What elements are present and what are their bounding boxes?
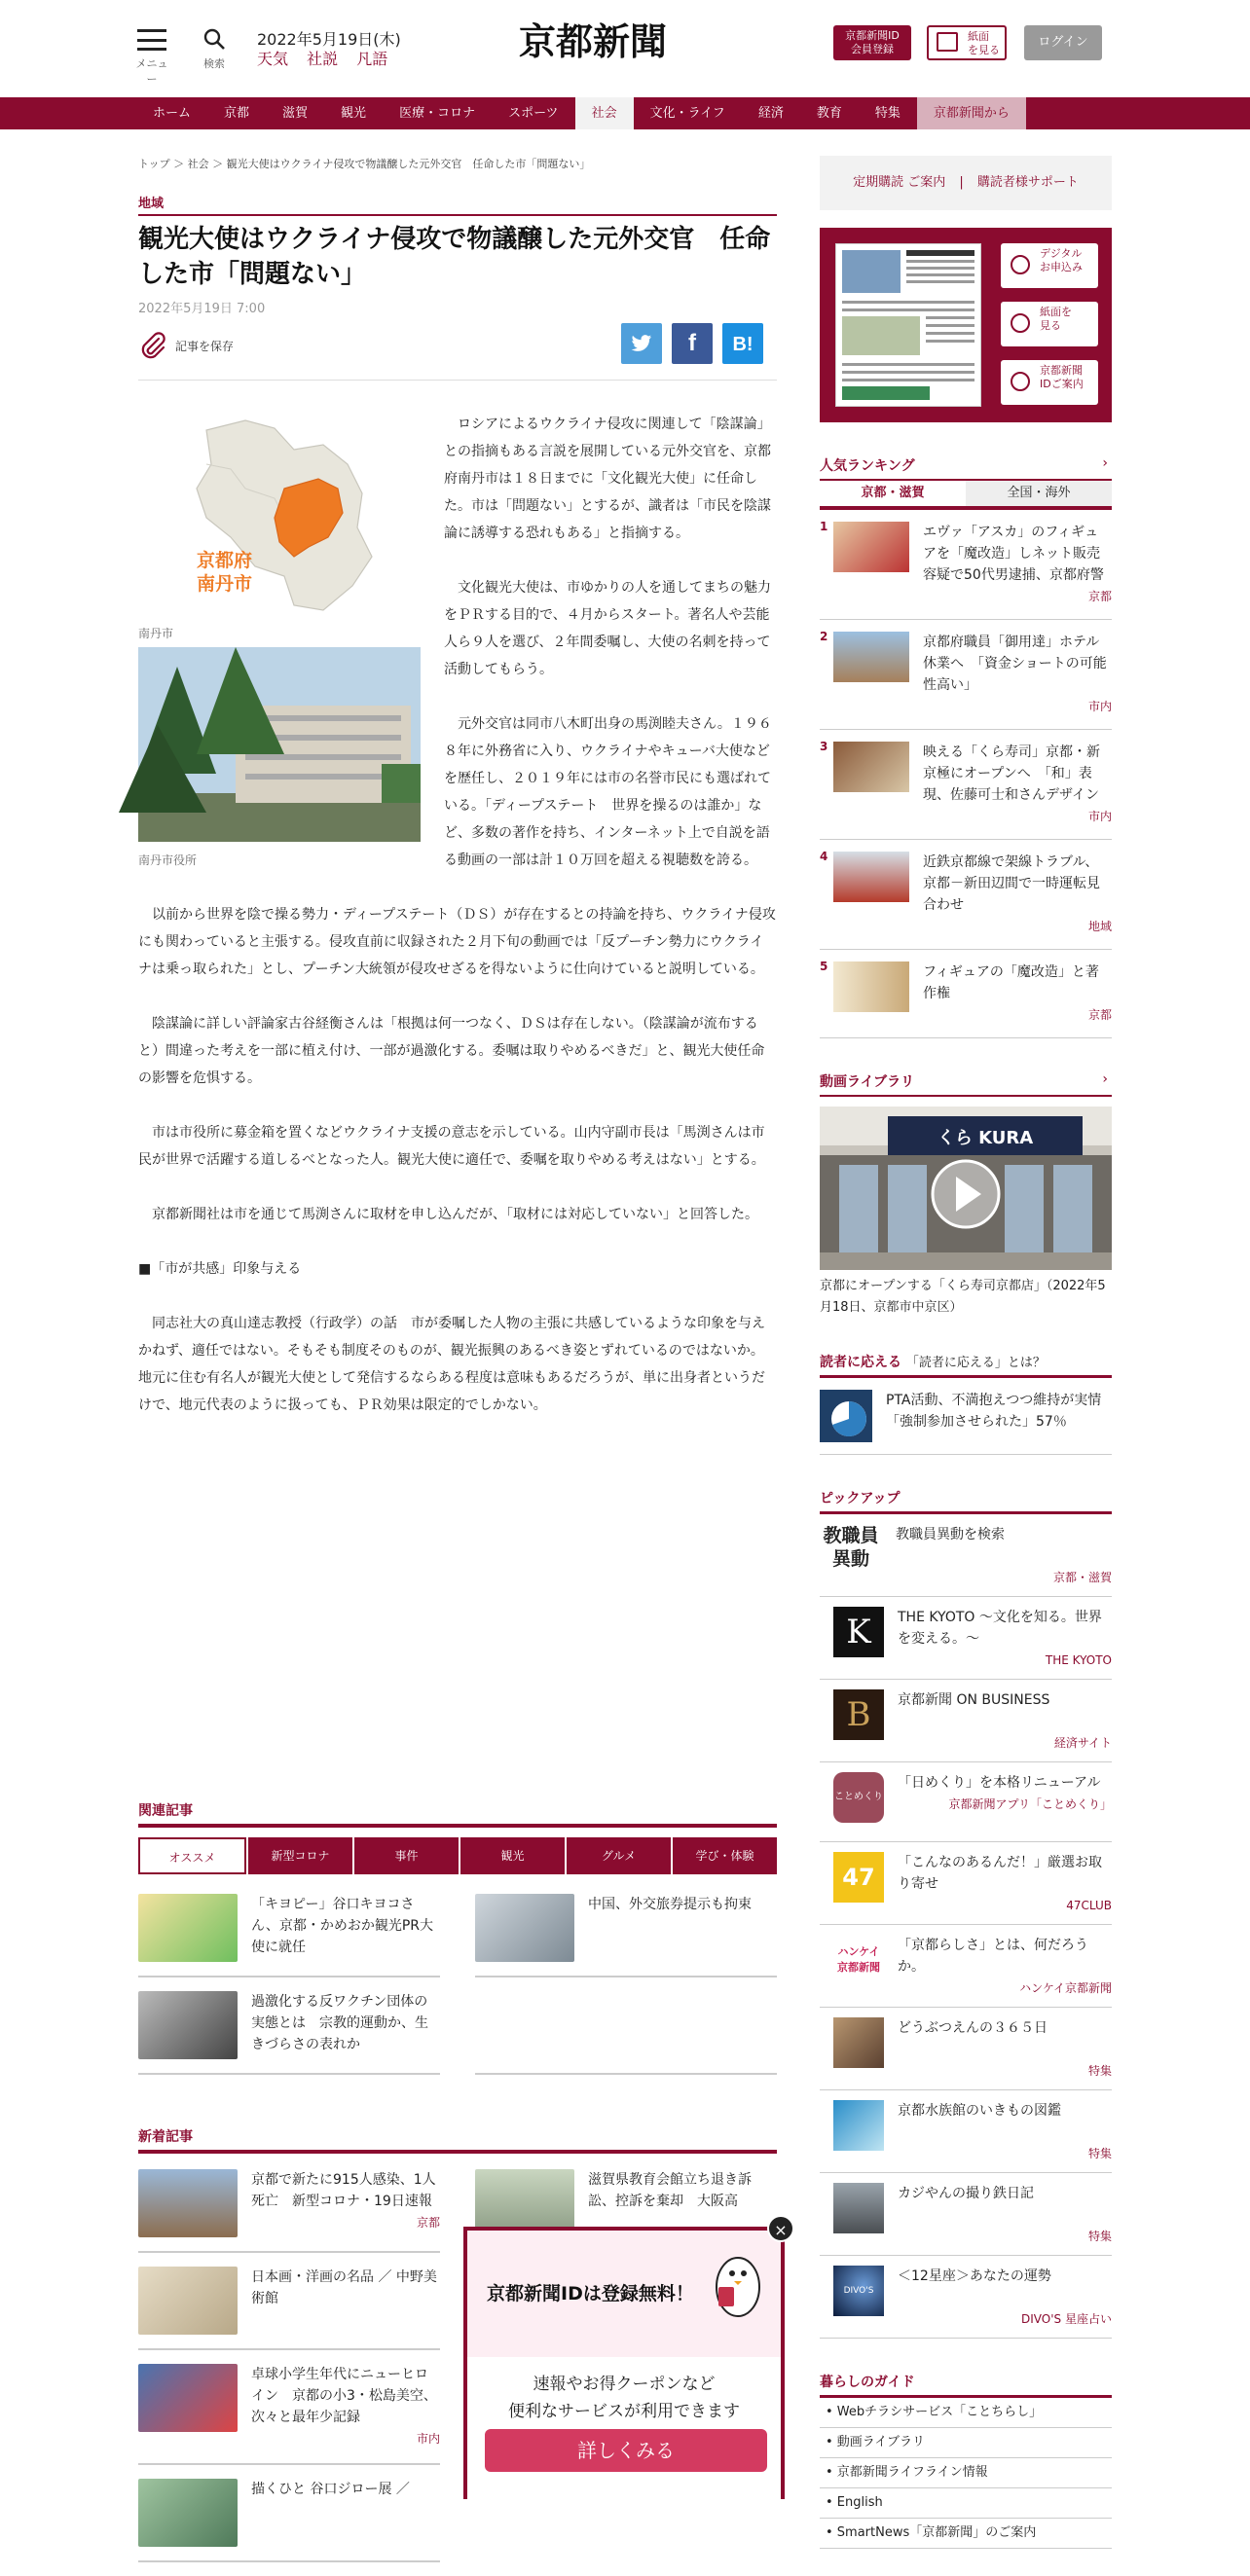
pickup-text: 京都新聞 ON BUSINESS [898,1692,1050,1708]
pickup-text: カジやんの撮り鉄日記 [898,2186,1034,2201]
pickup-thumbnail: K [833,1607,884,1657]
logo-text: 京都新聞 [518,19,668,63]
view-paper-line2: を見る [968,44,1000,56]
id-guide-line2: IDご案内 [1040,378,1084,390]
nav-item-society[interactable]: 社会 [575,97,634,129]
nav-item-shiga[interactable]: 滋賀 [282,106,309,121]
article-body [138,411,777,1446]
pickup-section [820,1488,1112,2339]
latest-item[interactable] [138,2267,440,2350]
paperclip-icon [138,331,167,360]
twitter-share-button[interactable] [621,323,662,364]
related-title: 関連記事 [138,1800,777,1828]
ranking-thumbnail [833,742,909,792]
site-logo[interactable] [491,18,695,66]
tab-covid[interactable]: 新型コロナ [248,1837,352,1874]
article [138,156,777,1413]
latest-thumbnail [138,2364,238,2432]
pickup-item[interactable] [820,1680,1112,1762]
rank-number: 5 [820,960,828,973]
pickup-item[interactable] [820,2173,1112,2256]
nav-item-economy[interactable]: 経済 [757,106,784,121]
ranking-title: 人気ランキング [820,458,915,474]
popup-body [467,2371,781,2425]
tab-national-overseas[interactable]: 全国・海外 [966,481,1112,506]
nav-item-tourism[interactable]: 観光 [341,106,367,121]
registration-popup [463,2227,785,2499]
rank-number: 2 [820,630,828,643]
article-paragraph: 以前から世界を陰で操る勢力・ディープステート（ＤＳ）が存在するとの持論を持ち、ウクライナ侵攻にも関わっていると主張する。侵攻直前に収録された２月下旬の動画では「反プーチン勢力にウクライナは乗っ取られた」とし、プーチン大統領が侵攻せざるを得ないように仕向けていると説明している。 [138,907,776,977]
pickup-item[interactable] [820,1925,1112,2008]
tab-gourmet[interactable]: グルメ [567,1837,671,1874]
weather-link[interactable]: 天気 [257,50,289,68]
chevron-right-icon[interactable]: › [1102,455,1108,471]
pickup-tag: 京都新聞アプリ「ことめくり」 [948,1797,1112,1811]
article-paragraph: 文化観光大使は、市ゆかりの人を通してまちの魅力をＰＲする目的で、４月からスタート。著名人や芸能人ら９人を選び、２年間委嘱し、大使の名刺を持って活動してもらう。 [444,580,771,677]
epaper-line1: 紙面を [1040,306,1072,318]
pickup-text: THE KYOTO ～文化を知る。世界を変える。～ [898,1610,1102,1647]
save-article-button[interactable] [138,331,234,360]
search-button[interactable] [195,25,234,74]
reader-item[interactable] [820,1378,1116,1455]
tab-learning[interactable]: 学び・体験 [673,1837,777,1874]
article-paragraph: ロシアによるウクライナ侵攻に関連して「陰謀論」との指摘もある言説を展開している元外交官を、京都府南丹市は１８日までに「文化観光大使」に任命した。市は「問題ない」とするが、識者は「市民を陰謀論に誘導する恐れもある」と指摘する。 [444,417,771,541]
ranking-item[interactable] [820,730,1112,840]
pickup-tag: 47CLUB [1066,1899,1112,1912]
map-label-city: 南丹市 [197,573,253,595]
digital-icon [1011,255,1030,274]
pickup-thumbnail [833,2017,884,2068]
article-subheading: ■「市が共感」印象与える [138,1261,302,1277]
pickup-thumbnail: ことめくり [833,1772,884,1823]
latest-item-text: 日本画・洋画の名品 ／ 中野美術館 [251,2269,437,2306]
pickup-text: 「日めくり」を本格リニューアル [898,1775,1101,1791]
video-library [820,1071,1112,1319]
pickup-thumbnail: 47 [833,1852,884,1903]
login-button[interactable]: ログイン [1024,25,1102,60]
latest-thumbnail [138,2267,238,2335]
latest-item-text: 滋賀県教育会館立ち退き訴訟、控訴を棄却 大阪高 [588,2172,752,2209]
video-sign-text: くら KURA [937,1128,1034,1148]
related-item-text: 「キヨピー」谷口キヨコさん、京都・かめおか観光PR大使に就任 [251,1897,434,1955]
related-articles [138,1800,777,2088]
article-headline: 観光大使はウクライナ侵攻で物議醸した元外交官 任命した市「問題ない」 [138,225,771,289]
article-paragraph: 市は市役所に募金箱を置くなどウクライナ支援の意志を示している。山内守副市長は「馬渕さんは市民が世界で活躍する道しるべとなった人。観光大使に適任で、委嘱を取りやめる考えはない」とする。 [138,1125,765,1168]
article-paragraph: 同志社大の真山達志教授（行政学）の話 市が委嘱した人物の主張に共感しているような印象を与えかねず、適任ではない。そもそも制度そのものが、観光振興のあるべき姿とずれているのではないか。地元に住む有名人が観光大使として発信するならある程度は意味もあるだろうが、単に出身者というだけで、地元代表のように扱っても、ＰＲ効果は限定的でしかない。 [138,1316,765,1413]
breadcrumb[interactable]: トップ ＞ 社会 ＞ 観光大使はウクライナ侵攻で物議醸した元外交官 任命した市「問題ない」 [138,158,591,170]
id-guide-line1: 京都新聞 [1040,364,1083,377]
tab-recommended[interactable]: オススメ [138,1837,246,1874]
article-date: 2022年5月19日 7:00 [138,302,266,316]
ranking-text: エヴァ「アスカ」のフィギュアを「魔改造」しネット販売 容疑で50代男逮捕、京都府警 [923,525,1114,583]
latest-item-text: 卓球小学生年代にニューヒロイン 京都の小3・松島美空、次々と最年少記録 [251,2367,437,2425]
pickup-text: どうぶつえんの３６５日 [898,2020,1048,2036]
ranking-thumbnail [833,961,909,1012]
nav-item-features[interactable]: 特集 [874,106,901,121]
pickup-item[interactable] [820,1842,1112,1925]
view-epaper-button[interactable] [1001,302,1098,346]
ranking-item[interactable] [820,840,1112,950]
ranking-text: 映える「くら寿司」京都・新京極にオープンへ 「和」表現、佐藤可士和さんデザイン [923,744,1100,803]
nav-item-from-kyoto-np[interactable]: 京都新聞から [917,97,1026,129]
search-icon [202,27,226,51]
reader-title: 読者に応える [820,1355,901,1370]
close-icon[interactable]: × [767,2215,794,2242]
pickup-item[interactable] [820,2256,1112,2339]
reader-about-link[interactable]: 「読者に応える」とは？ [905,1356,1046,1370]
latest-thumbnail [138,2169,238,2237]
pickup-item[interactable] [820,1762,1112,1842]
ranking-tag: 京都 [1087,1008,1112,1022]
guide-link[interactable]: • 京都新聞ライフライン情報 [820,2458,1112,2488]
nav-item-home[interactable]: ホーム [153,106,192,121]
epaper-line2: 見る [1040,319,1061,332]
ranking-text: 近鉄京都線で架線トラブル、京都－新田辺間で一時運転見合わせ [923,854,1100,913]
popup-body-line1: 速報やお得クーポンなど [533,2375,716,2394]
mascot-bird-icon [711,2244,765,2322]
bongo-link[interactable]: 凡語 [356,50,388,68]
pickup-text: ＜12星座＞あなたの運勢 [898,2268,1051,2284]
menu-label: メニュー [135,57,168,86]
ranking-tabs [820,481,1112,506]
quick-links [257,47,401,69]
id-guide-button[interactable] [1001,360,1098,405]
pickup-item[interactable] [820,2090,1112,2173]
pickup-thumbnail: DIVO'S [833,2266,884,2316]
epaper-thumbnail[interactable] [835,243,981,407]
guide-title: 暮らしのガイド [820,2375,915,2390]
popup-details-button[interactable]: 詳しくみる [485,2429,767,2472]
guide-link[interactable]: • 動画ライブラリ [820,2428,1112,2458]
popup-title: 京都新聞IDは登録無料！ [487,2283,694,2304]
reader-response [820,1352,1116,1455]
popup-body-line2: 便利なサービスが利用できます [508,2402,740,2421]
digital-line2: お申込み [1040,261,1083,273]
video-title: 動画ライブラリ [820,1074,915,1090]
subscription-link[interactable]: 定期購読 ご案内 [853,175,946,190]
sidebar [820,156,1116,2549]
pickup-title: ピックアップ [820,1491,901,1506]
tab-tourism[interactable]: 観光 [460,1837,565,1874]
share-buttons [621,323,763,364]
lifestyle-guide [820,2372,1112,2549]
tab-kyoto-shiga[interactable]: 京都・滋賀 [820,481,966,506]
rank-number: 3 [820,740,828,753]
article-paragraph: 元外交官は同市八木町出身の馬渕睦夫さん。１９６８年に外務省に入り、ウクライナやキューバ大使などを歴任し、２０１９年には市の名誉市民にも選ばれている。「ディープステート 世界を操るのは誰か」など、多数の著作を持ち、インターネット上で自説を語る動画の一部は計１０万回を超える視聴数を誇る。 [444,716,772,868]
pickup-item[interactable] [820,2008,1112,2090]
ranking-tag: 京都 [1087,590,1112,603]
guide-link[interactable]: • SmartNews「京都新聞」のご案内 [820,2519,1112,2549]
divider [138,380,777,381]
related-item[interactable] [138,1991,440,2075]
latest-item[interactable] [138,2479,440,2562]
rank-number: 1 [820,520,828,533]
search-label: 検索 [203,57,225,70]
photo-caption: 南丹市役所 [138,853,198,867]
ranking-item[interactable] [820,510,1112,620]
category-nav [0,97,1250,129]
pickup-thumbnail: B [833,1689,884,1740]
hatena-icon: B! [732,334,754,355]
separator: | [959,175,964,190]
ranking-thumbnail [833,522,909,572]
figure-spacer [138,642,444,866]
ranking-text: フィギュアの「魔改造」と著作権 [923,964,1099,1001]
related-thumbnail [138,1894,238,1962]
ranking-thumbnail [833,632,909,682]
ranking-text: 京都府職員「御用達」ホテル休業へ 「資金ショートの可能性高い」 [923,635,1107,693]
register-id-line1: 京都新聞ID [845,29,900,42]
site-header [0,0,1250,97]
pickup-tag: 京都・滋賀 [1052,1571,1112,1584]
map-caption: 南丹市 [138,627,174,640]
ranking-tag: 市内 [1087,700,1112,713]
nav-item-kyoto[interactable]: 京都 [224,106,250,121]
related-tabs [138,1837,777,1874]
nav-item-education[interactable]: 教育 [816,106,842,121]
ranking-section [820,455,1112,1038]
related-item-text: 中国、外交旅券提示も拘束 [588,1897,752,1912]
latest-thumbnail [138,2479,238,2547]
pickup-tag: DIVO'S 星座占い [1021,2312,1112,2326]
latest-item-text: 描くひと 谷口ジロー展 ／ [251,2482,410,2497]
ranking-thumbnail [833,852,909,902]
pie-chart-thumbnail [820,1390,872,1442]
reader-item-text: PTA活動、不満抱えつつ維持が実情 「強制参加させられた」57％ [886,1393,1116,1430]
info-icon [1011,372,1030,391]
newspaper-icon [937,32,958,52]
pickup-thumbnail [833,2183,884,2233]
save-article-label: 記事を保存 [175,339,235,353]
view-paper-button[interactable] [927,25,1007,60]
subscription-box [820,156,1112,210]
latest-item[interactable] [138,2364,440,2465]
chevron-right-icon[interactable]: › [1102,1071,1108,1087]
guide-link[interactable]: • English [820,2488,1112,2519]
latest-item[interactable] [138,2169,440,2253]
hamburger-icon [137,29,166,51]
pickup-tag: ハンケイ京都新聞 [1019,1981,1112,1995]
video-caption[interactable]: 京都にオープンする「くら寿司京都店」（2022年5月18日、京都市中京区） [820,1279,1106,1315]
rank-number: 4 [820,850,828,863]
latest-item-tag: 京都 [416,2216,440,2230]
nav-item-sports[interactable]: スポーツ [508,106,559,121]
digital-line1: デジタル [1040,247,1083,260]
related-thumbnail [475,1894,574,1962]
nav-item-culture[interactable]: 文化・ライフ [649,106,725,121]
editorial-link[interactable]: 社説 [307,50,339,68]
ranking-item[interactable] [820,620,1112,730]
popup-banner [467,2231,781,2357]
related-thumbnail [138,1991,238,2059]
ranking-tag: 地域 [1087,920,1112,933]
pickup-thumbnail [833,2100,884,2151]
pickup-tag: 経済サイト [1053,1736,1112,1750]
pickup-text: 「こんなのあるんだ！」厳選お取り寄せ [898,1855,1102,1892]
latest-item-text: 京都で新たに915人感染、1人死亡 新型コロナ・19日速報 [251,2172,436,2209]
pickup-thumbnail: 教職員異動 [823,1525,879,1570]
figure-spacer [138,411,444,642]
hatena-share-button[interactable] [722,323,763,364]
latest-title: 新着記事 [138,2126,777,2154]
menu-button[interactable] [132,25,171,86]
pickup-item[interactable] [820,1514,1112,1597]
related-item[interactable] [475,1894,777,1977]
guide-link[interactable]: • Webチラシサービス「ことちらし」 [820,2398,1112,2428]
pickup-tag: 特集 [1087,2064,1112,2078]
pickup-thumbnail: ハンケイ 京都新聞 [837,1945,880,1974]
pickup-text: 京都水族館のいきもの図鑑 [898,2103,1061,2119]
ranking-tag: 市内 [1087,810,1112,823]
pickup-text: 「京都らしさ」とは、何だろうか。 [898,1938,1088,1975]
article-paragraph: 陰謀論に詳しい評論家古谷経衡さんは「根拠は何一つなく、ＤＳは存在しない。（陰謀論が流布すると）間違った考えを一部に植え付け、一部が過激化する。委嘱は取りやめるべきだ」と、観光大使任命の影響を危惧する。 [138,1016,765,1086]
ranking-item[interactable] [820,950,1112,1038]
epaper-box [820,228,1112,422]
facebook-icon: f [688,330,696,356]
article-category[interactable]: 地域 [138,193,777,216]
nav-item-medical[interactable]: 医療・コロナ [399,106,476,121]
register-id-line2: 会員登録 [851,43,894,55]
paper-icon [1011,313,1030,333]
related-empty [475,1991,777,2075]
video-player[interactable] [820,1107,1112,1270]
latest-item-tag: 市内 [416,2432,440,2446]
pickup-text: 教職員異動を検索 [896,1527,1005,1542]
facebook-share-button[interactable] [672,323,713,364]
twitter-icon [631,334,652,353]
pickup-item[interactable] [820,1597,1112,1680]
related-item-text: 過激化する反ワクチン団体の実態とは 宗教的運動か、生きづらさの表れか [251,1994,428,2052]
map-label-prefecture: 京都府 [197,550,253,571]
pickup-tag: 特集 [1087,2147,1112,2160]
related-item[interactable] [138,1894,440,1977]
tab-incidents[interactable]: 事件 [354,1837,459,1874]
current-date: 2022年5月19日(木) [257,30,401,49]
reader-support-link[interactable]: 購読者様サポート [976,175,1079,190]
pickup-tag: THE KYOTO [1045,1653,1112,1667]
register-id-button[interactable] [833,25,911,60]
pickup-tag: 特集 [1087,2230,1112,2243]
view-paper-line1: 紙面 [968,30,989,43]
article-paragraph: 京都新聞社は市を通じて馬渕さんに取材を申し込んだが、「取材には対応していない」と回答した。 [138,1207,758,1222]
digital-subscribe-button[interactable] [1001,243,1098,288]
